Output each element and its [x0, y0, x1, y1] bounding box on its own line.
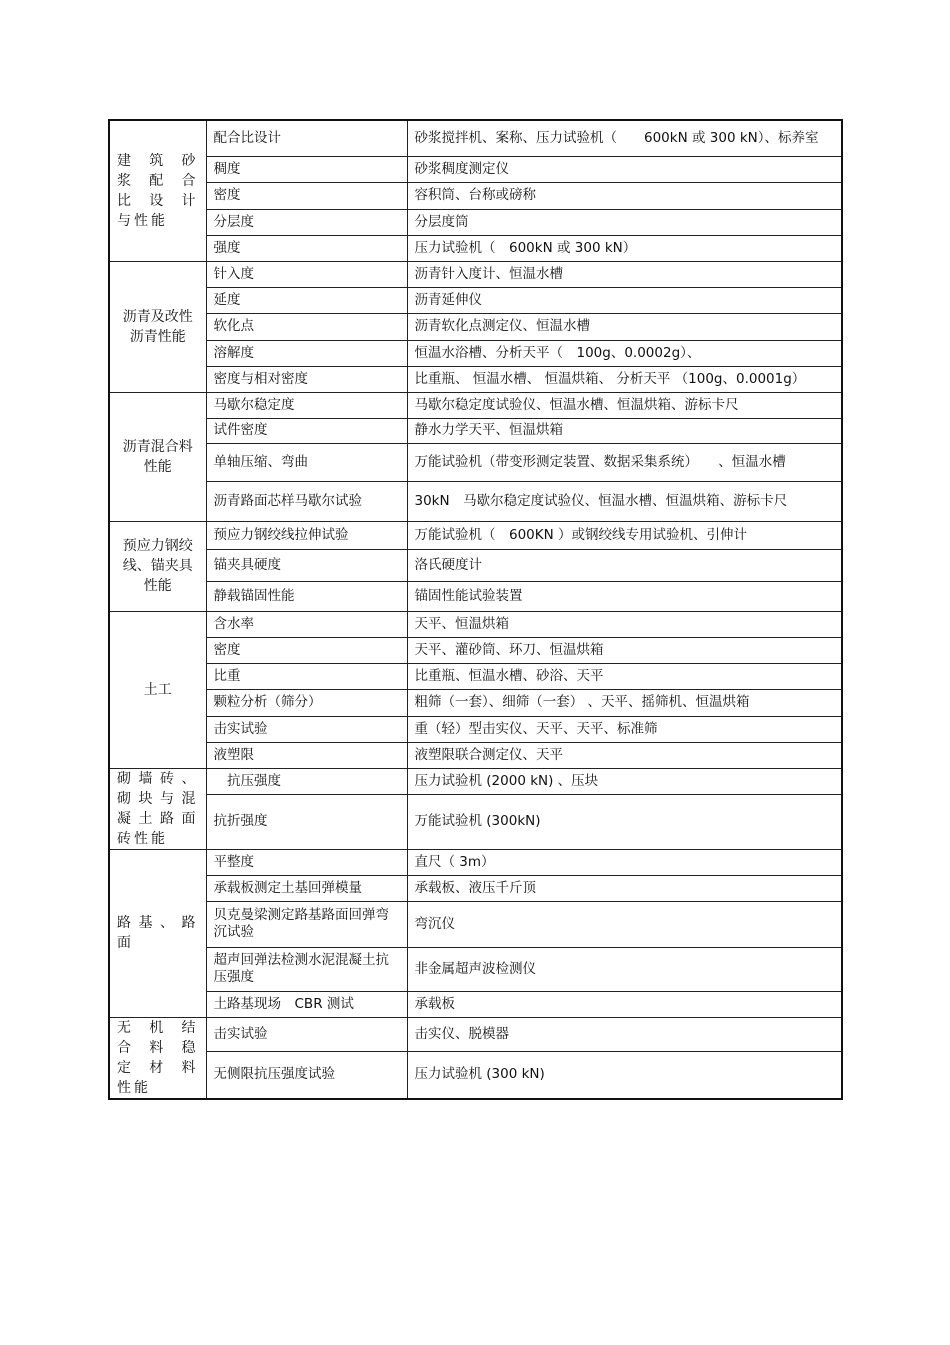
category-cell: 沥青及改性沥青性能 — [109, 261, 206, 392]
equipment-cell: 万能试验机 (300kN) — [407, 795, 842, 849]
table-row — [109, 261, 842, 287]
test-item-cell: 强度 — [206, 235, 407, 261]
table-row — [109, 340, 842, 366]
table-row — [109, 742, 842, 768]
table-row — [109, 392, 842, 418]
test-item-cell: 密度与相对密度 — [206, 366, 407, 392]
test-item-cell: 软化点 — [206, 313, 407, 340]
test-item-cell: 配合比设计 — [206, 120, 407, 156]
table-row — [109, 120, 842, 156]
category-cell: 砌墙砖、砌块与混凝土路面砖性能 — [109, 768, 206, 849]
equipment-cell: 容积筒、台称或磅称 — [407, 182, 842, 209]
equipment-cell: 万能试验机（带变形测定装置、数据采集系统） 、恒温水槽 — [407, 443, 842, 481]
equipment-cell: 压力试验机 (300 kN) — [407, 1051, 842, 1098]
table-row — [109, 849, 842, 875]
equipment-cell: 液塑限联合测定仪、天平 — [407, 742, 842, 768]
category-cell: 无 机 结 合 料 稳 定 材 料性能 — [109, 1017, 206, 1099]
equipment-cell: 非金属超声波检测仪 — [407, 947, 842, 991]
test-item-cell: 单轴压缩、弯曲 — [206, 443, 407, 481]
equipment-table — [108, 119, 843, 1100]
test-item-cell: 液塑限 — [206, 742, 407, 768]
equipment-cell: 天平、灌砂筒、环刀、恒温烘箱 — [407, 637, 842, 663]
table-row — [109, 1017, 842, 1051]
table-row — [109, 795, 842, 849]
table-row — [109, 947, 842, 991]
equipment-cell: 砂浆稠度测定仪 — [407, 156, 842, 182]
equipment-cell: 弯沉仪 — [407, 901, 842, 947]
table-row — [109, 443, 842, 481]
equipment-cell: 洛氏硬度计 — [407, 549, 842, 581]
category-cell: 沥青混合料性能 — [109, 392, 206, 521]
test-item-cell: 稠度 — [206, 156, 407, 182]
table-row — [109, 418, 842, 443]
table-row — [109, 611, 842, 637]
table-row — [109, 182, 842, 209]
table-row — [109, 1051, 842, 1098]
equipment-cell: 静水力学天平、恒温烘箱 — [407, 418, 842, 443]
equipment-cell: 砂浆搅拌机、案称、压力试验机（ 600kN 或 300 kN）、标养室 — [407, 120, 842, 156]
equipment-cell: 沥青延伸仪 — [407, 287, 842, 313]
test-item-cell: 抗压强度 — [206, 768, 407, 795]
category-cell: 建 筑 砂 浆 配 合 比 设 计与性能 — [109, 120, 206, 261]
equipment-cell: 直尺（ 3m） — [407, 849, 842, 875]
test-item-cell: 抗折强度 — [206, 795, 407, 849]
test-item-cell: 贝克曼梁测定路基路面回弹弯沉试验 — [206, 901, 407, 947]
table-row — [109, 991, 842, 1017]
test-item-cell: 平整度 — [206, 849, 407, 875]
test-item-cell: 含水率 — [206, 611, 407, 637]
table-row — [109, 549, 842, 581]
test-item-cell: 分层度 — [206, 209, 407, 235]
category-cell: 土工 — [109, 611, 206, 768]
test-item-cell: 土路基现场 CBR 测试 — [206, 991, 407, 1017]
test-item-cell: 锚夹具硬度 — [206, 549, 407, 581]
test-item-cell: 击实试验 — [206, 1017, 407, 1051]
equipment-cell: 沥青针入度计、恒温水槽 — [407, 261, 842, 287]
test-item-cell: 颗粒分析（筛分） — [206, 689, 407, 716]
equipment-cell: 天平、恒温烘箱 — [407, 611, 842, 637]
test-item-cell: 静载锚固性能 — [206, 581, 407, 611]
table-row — [109, 689, 842, 716]
table-row — [109, 481, 842, 521]
table-row — [109, 235, 842, 261]
table-row — [109, 521, 842, 549]
equipment-cell: 承载板、液压千斤顶 — [407, 875, 842, 901]
test-item-cell: 比重 — [206, 663, 407, 689]
table-row — [109, 663, 842, 689]
equipment-cell: 沥青软化点测定仪、恒温水槽 — [407, 313, 842, 340]
equipment-cell: 压力试验机（ 600kN 或 300 kN） — [407, 235, 842, 261]
table-row — [109, 313, 842, 340]
equipment-cell: 马歇尔稳定度试验仪、恒温水槽、恒温烘箱、游标卡尺 — [407, 392, 842, 418]
table-row — [109, 366, 842, 392]
table-row — [109, 287, 842, 313]
equipment-cell: 粗筛（一套）、细筛（一套） 、天平、摇筛机、恒温烘箱 — [407, 689, 842, 716]
test-item-cell: 针入度 — [206, 261, 407, 287]
test-item-cell: 马歇尔稳定度 — [206, 392, 407, 418]
table-row — [109, 875, 842, 901]
test-item-cell: 无侧限抗压强度试验 — [206, 1051, 407, 1098]
equipment-cell: 承载板 — [407, 991, 842, 1017]
equipment-cell: 比重瓶、恒温水槽、砂浴、天平 — [407, 663, 842, 689]
category-cell: 路基、路面 — [109, 849, 206, 1017]
test-item-cell: 试件密度 — [206, 418, 407, 443]
test-item-cell: 超声回弹法检测水泥混凝土抗压强度 — [206, 947, 407, 991]
test-item-cell: 密度 — [206, 182, 407, 209]
table-row — [109, 768, 842, 795]
table-row — [109, 156, 842, 182]
table-row — [109, 581, 842, 611]
equipment-cell: 击实仪、脱模器 — [407, 1017, 842, 1051]
equipment-cell: 万能试验机（ 600KN ）或钢绞线专用试验机、引伸计 — [407, 521, 842, 549]
equipment-cell: 比重瓶、 恒温水槽、 恒温烘箱、 分析天平 （100g、0.0001g） — [407, 366, 842, 392]
table-row — [109, 901, 842, 947]
test-item-cell: 溶解度 — [206, 340, 407, 366]
table-row — [109, 209, 842, 235]
equipment-cell: 压力试验机 (2000 kN) 、压块 — [407, 768, 842, 795]
equipment-cell: 重（轻）型击实仪、天平、天平、标准筛 — [407, 716, 842, 742]
equipment-cell: 分层度筒 — [407, 209, 842, 235]
equipment-cell: 恒温水浴槽、分析天平（ 100g、0.0002g）、 — [407, 340, 842, 366]
test-item-cell: 延度 — [206, 287, 407, 313]
test-item-cell: 击实试验 — [206, 716, 407, 742]
test-item-cell: 预应力钢绞线拉伸试验 — [206, 521, 407, 549]
test-item-cell: 沥青路面芯样马歇尔试验 — [206, 481, 407, 521]
table-row — [109, 716, 842, 742]
test-item-cell: 承载板测定土基回弹模量 — [206, 875, 407, 901]
test-item-cell: 密度 — [206, 637, 407, 663]
table-row — [109, 637, 842, 663]
equipment-cell: 锚固性能试验装置 — [407, 581, 842, 611]
equipment-table-body — [109, 120, 842, 1099]
equipment-cell: 30kN 马歇尔稳定度试验仪、恒温水槽、恒温烘箱、游标卡尺 — [407, 481, 842, 521]
category-cell: 预应力钢绞线、锚夹具性能 — [109, 521, 206, 611]
